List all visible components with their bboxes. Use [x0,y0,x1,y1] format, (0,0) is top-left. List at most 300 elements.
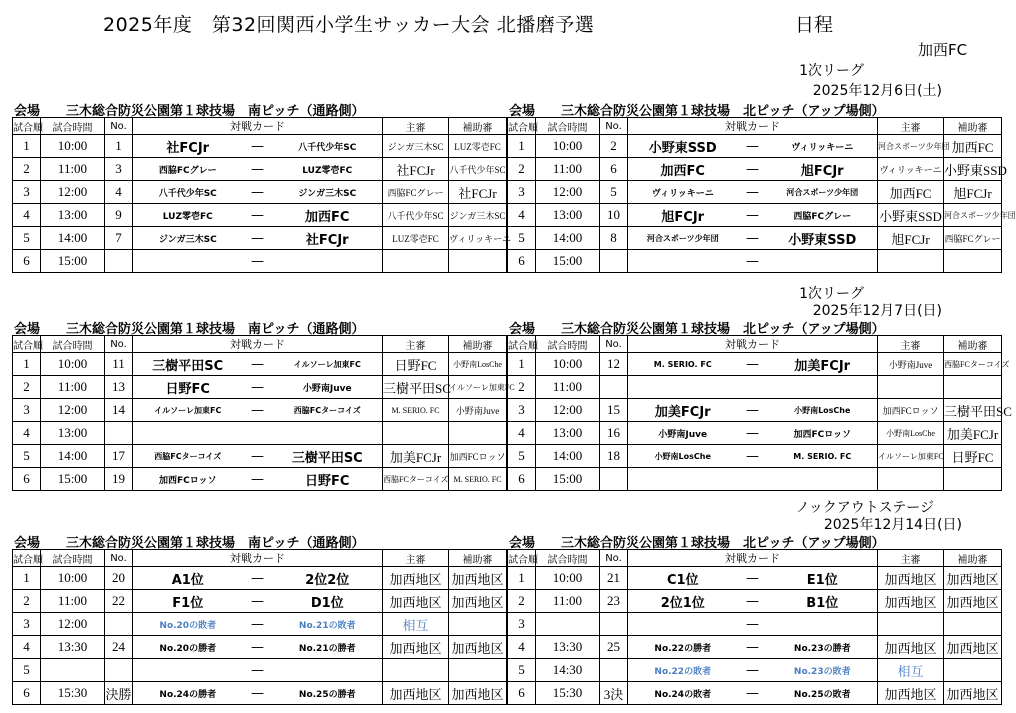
header-match-no: 試合順 [508,336,536,353]
home-team-cell: 八千代少年SC [133,181,243,204]
home-team-cell [628,376,738,399]
versus-dash: — [738,636,768,659]
match-order-cell: 1 [13,567,41,590]
match-number-cell [105,613,133,636]
versus-dash: — [738,250,768,273]
match-time-cell: 11:00 [41,590,105,613]
away-team-cell [768,250,878,273]
match-order-cell: 5 [508,659,536,682]
header-match-no: 試合順 [13,550,41,567]
table-row [508,422,1002,445]
referee-cell: 相互 [383,613,449,636]
match-number-cell: 決勝 [105,682,133,705]
match-number-cell: 3 [105,158,133,181]
round-label: ノックアウトステージ [795,500,934,516]
match-number-cell: 20 [105,567,133,590]
home-team-cell: 三樹平田SC [133,353,243,376]
assistant-referee-cell [944,613,1002,636]
schedule-table [507,335,1012,491]
assistant-referee-cell [944,250,1002,273]
versus-dash: — [738,567,768,590]
match-time-cell: 14:30 [536,659,600,682]
match-time-cell: 11:00 [536,376,600,399]
assistant-referee-cell: 加西地区 [449,682,507,705]
match-order-cell: 6 [13,250,41,273]
assistant-referee-cell: 三樹平田SC [944,399,1002,422]
versus-dash: — [243,181,273,204]
assistant-referee-cell [449,422,507,445]
table-header-row [13,336,507,353]
match-time-cell: 11:00 [536,158,600,181]
date-label: 2025年12月6日(土) [812,83,942,99]
versus-dash [738,468,768,491]
venue-label: 会場 三木総合防災公園第１球技場 南ピッチ（通路側） [14,104,365,119]
match-number-cell: 24 [105,636,133,659]
home-team-cell: No.20の勝者 [133,636,243,659]
versus-dash: — [243,135,273,158]
referee-cell: 小野東SSD [878,204,944,227]
match-order-cell: 1 [508,135,536,158]
versus-dash: — [738,613,768,636]
away-team-cell [273,659,383,682]
header-time: 試合時間 [536,118,600,135]
match-order-cell: 6 [13,682,41,705]
home-team-cell [628,613,738,636]
schedule-table [12,549,507,705]
table-row [508,250,1002,273]
match-order-cell: 4 [13,204,41,227]
match-number-cell [600,376,628,399]
header-referee: 主審 [878,336,944,353]
versus-dash: — [738,135,768,158]
home-team-cell [628,468,738,491]
away-team-cell: 日野FC [273,468,383,491]
referee-cell: 加西FC [878,181,944,204]
home-team-cell: 日野FC [133,376,243,399]
away-team-cell: No.21の敗者 [273,613,383,636]
match-time-cell: 14:00 [41,445,105,468]
round-label: 1次リーグ [799,63,864,79]
away-team-cell: 加美FCJr [768,353,878,376]
match-time-cell: 15:00 [536,250,600,273]
referee-cell: イルソーレ加東FC [878,445,944,468]
home-team-cell: 旭FCJr [628,204,738,227]
assistant-referee-cell: 社FCJr [449,181,507,204]
table-row [13,445,507,468]
match-number-cell: 23 [600,590,628,613]
referee-cell [383,250,449,273]
match-order-cell: 5 [508,445,536,468]
header-match-no: 試合順 [508,550,536,567]
versus-dash: — [243,376,273,399]
match-order-cell: 4 [13,422,41,445]
versus-dash [243,422,273,445]
away-team-cell [273,250,383,273]
match-number-cell: 17 [105,445,133,468]
away-team-cell [768,468,878,491]
match-time-cell: 10:00 [536,353,600,376]
match-order-cell: 2 [508,376,536,399]
referee-cell: 小野南LosChe [878,422,944,445]
table-row [508,353,1002,376]
header-referee: 主審 [383,118,449,135]
header-referee: 主審 [878,550,944,567]
table-row [13,636,507,659]
versus-dash: — [243,399,273,422]
match-time-cell: 12:00 [41,181,105,204]
assistant-referee-cell: 小野東SSD [944,158,1002,181]
match-order-cell: 3 [508,613,536,636]
table-row [508,468,1002,491]
match-number-cell: 12 [600,353,628,376]
match-number-cell: 21 [600,567,628,590]
referee-cell: 加西地区 [878,682,944,705]
venue-label: 会場 三木総合防災公園第１球技場 南ピッチ（通路側） [14,536,365,551]
assistant-referee-cell [449,250,507,273]
referee-cell: 旭FCJr [878,227,944,250]
match-order-cell: 3 [13,399,41,422]
referee-cell: 河合スポーツ少年団 [878,135,944,158]
match-order-cell: 5 [13,227,41,250]
match-time-cell: 13:00 [41,422,105,445]
match-time-cell: 13:30 [41,636,105,659]
table-row [13,250,507,273]
away-team-cell: 三樹平田SC [273,445,383,468]
table-row [13,567,507,590]
match-number-cell [105,659,133,682]
away-team-cell: 八千代少年SC [273,135,383,158]
match-number-cell: 5 [600,181,628,204]
match-time-cell: 13:30 [536,636,600,659]
home-team-cell: 加西FC [628,158,738,181]
header-no: No. [105,550,133,567]
match-number-cell: 9 [105,204,133,227]
table-row [13,376,507,399]
assistant-referee-cell: ジンガ三木SC [449,204,507,227]
away-team-cell: D1位 [273,590,383,613]
match-time-cell: 13:00 [536,204,600,227]
header-card: 対戦カード [133,118,383,135]
match-order-cell: 5 [508,227,536,250]
match-order-cell: 1 [13,353,41,376]
match-number-cell: 8 [600,227,628,250]
home-team-cell: ジンガ三木SC [133,227,243,250]
match-order-cell: 2 [13,158,41,181]
match-time-cell: 12:00 [41,613,105,636]
header-match-no: 試合順 [508,118,536,135]
match-time-cell: 10:00 [536,135,600,158]
match-order-cell: 1 [508,353,536,376]
match-time-cell: 13:00 [536,422,600,445]
versus-dash: — [738,399,768,422]
header-time: 試合時間 [536,336,600,353]
match-order-cell: 4 [508,636,536,659]
match-time-cell [41,659,105,682]
match-time-cell: 15:00 [536,468,600,491]
home-team-cell: No.24の敗者 [628,682,738,705]
assistant-referee-cell [944,376,1002,399]
match-time-cell: 15:00 [41,250,105,273]
assistant-referee-cell: 加西地区 [944,636,1002,659]
match-time-cell: 14:00 [41,227,105,250]
referee-cell: M. SERIO. FC [383,399,449,422]
header-no: No. [600,118,628,135]
home-team-cell: 河合スポーツ少年団 [628,227,738,250]
versus-dash: — [243,227,273,250]
versus-dash: — [243,204,273,227]
match-time-cell [536,613,600,636]
table-header-row [508,336,1002,353]
away-team-cell: 加西FCロッソ [768,422,878,445]
referee-cell: 加美FCJr [383,445,449,468]
assistant-referee-cell: 八千代少年SC [449,158,507,181]
header-card: 対戦カード [628,118,878,135]
versus-dash: — [243,636,273,659]
table-row [13,204,507,227]
header-assistant: 補助審 [449,550,507,567]
away-team-cell [768,376,878,399]
match-order-cell: 6 [13,468,41,491]
match-order-cell: 4 [508,204,536,227]
match-time-cell: 15:00 [41,468,105,491]
away-team-cell: ヴィリッキーニ [768,135,878,158]
venue-label: 会場 三木総合防災公園第１球技場 北ピッチ（アップ場側） [509,104,885,119]
table-row [13,682,507,705]
match-number-cell: 11 [105,353,133,376]
schedule-table [12,117,512,273]
home-team-cell: M. SERIO. FC [628,353,738,376]
home-team-cell: LUZ零壱FC [133,204,243,227]
table-row [13,659,507,682]
match-order-cell: 3 [508,181,536,204]
referee-cell: 加西地区 [383,682,449,705]
away-team-cell: 小野南LosChe [768,399,878,422]
versus-dash: — [243,682,273,705]
away-team-cell: No.21の勝者 [273,636,383,659]
assistant-referee-cell: 加西FC [944,135,1002,158]
away-team-cell: No.23の勝者 [768,636,878,659]
versus-dash: — [243,353,273,376]
header-no: No. [600,336,628,353]
match-order-cell: 1 [508,567,536,590]
referee-cell: 西脇FCグレー [383,181,449,204]
assistant-referee-cell: M. SERIO. FC [449,468,507,491]
header-assistant: 補助審 [449,336,507,353]
schedule-table [507,549,1002,705]
referee-cell [878,376,944,399]
assistant-referee-cell: 加西地区 [944,682,1002,705]
versus-dash: — [738,353,768,376]
away-team-cell: 2位2位 [273,567,383,590]
table-header-row [13,550,507,567]
table-header-row [508,118,1002,135]
table-row [508,227,1002,250]
match-order-cell: 6 [508,468,536,491]
match-order-cell: 6 [508,250,536,273]
header-assistant: 補助審 [944,550,1002,567]
match-time-cell: 11:00 [536,590,600,613]
table-row [508,567,1002,590]
referee-cell: 加西地区 [383,590,449,613]
away-team-cell: 小野南Juve [273,376,383,399]
home-team-cell [133,422,243,445]
home-team-cell: C1位 [628,567,738,590]
referee-cell: 相互 [878,659,944,682]
match-number-cell: 1 [105,135,133,158]
table-row [508,636,1002,659]
match-number-cell: 2 [600,135,628,158]
versus-dash: — [738,590,768,613]
match-time-cell: 10:00 [536,567,600,590]
referee-cell: 八千代少年SC [383,204,449,227]
match-time-cell: 10:00 [41,567,105,590]
referee-cell: 小野南Juve [878,353,944,376]
table-row [508,659,1002,682]
referee-cell: 社FCJr [383,158,449,181]
versus-dash: — [243,468,273,491]
match-time-cell: 11:00 [41,158,105,181]
match-time-cell: 12:00 [41,399,105,422]
home-team-cell: No.20の敗者 [133,613,243,636]
versus-dash: — [243,158,273,181]
table-row [508,135,1002,158]
match-time-cell: 11:00 [41,376,105,399]
match-number-cell [105,422,133,445]
assistant-referee-cell: 加西地区 [944,590,1002,613]
referee-cell [878,250,944,273]
header-match-no: 試合順 [13,118,41,135]
table-row [508,181,1002,204]
assistant-referee-cell [449,613,507,636]
date-label: 2025年12月7日(日) [812,303,942,319]
match-number-cell: 7 [105,227,133,250]
match-time-cell: 12:00 [536,399,600,422]
referee-cell: 加西地区 [383,567,449,590]
away-team-cell: B1位 [768,590,878,613]
referee-cell [878,613,944,636]
home-team-cell [628,250,738,273]
match-number-cell [600,468,628,491]
match-number-cell [600,659,628,682]
assistant-referee-cell: 小野南LosChe [449,353,507,376]
home-team-cell: No.22の敗者 [628,659,738,682]
away-team-cell: No.25の勝者 [273,682,383,705]
match-order-cell: 2 [508,158,536,181]
assistant-referee-cell: 河合スポーツ少年団 [944,204,1002,227]
versus-dash: — [738,181,768,204]
table-row [508,158,1002,181]
home-team-cell: 西脇FCターコイズ [133,445,243,468]
assistant-referee-cell [944,468,1002,491]
referee-cell [878,468,944,491]
table-row [13,227,507,250]
versus-dash: — [738,158,768,181]
assistant-referee-cell: ヴィリッキーニ [449,227,507,250]
table-row [13,181,507,204]
table-row [13,422,507,445]
away-team-cell: 社FCJr [273,227,383,250]
match-number-cell: 3決 [600,682,628,705]
match-number-cell: 16 [600,422,628,445]
table-row [13,158,507,181]
home-team-cell: F1位 [133,590,243,613]
assistant-referee-cell: 西脇FCターコイズ [944,353,1002,376]
header-match-no: 試合順 [13,336,41,353]
assistant-referee-cell [449,659,507,682]
table-row [508,590,1002,613]
date-label: 2025年12月14日(日) [823,517,962,533]
home-team-cell: 加西FCロッソ [133,468,243,491]
versus-dash [738,376,768,399]
match-number-cell: 25 [600,636,628,659]
match-time-cell: 12:00 [536,181,600,204]
table-row [13,468,507,491]
match-number-cell: 4 [105,181,133,204]
table-header-row [13,118,507,135]
match-order-cell: 1 [13,135,41,158]
header-card: 対戦カード [133,336,383,353]
away-team-cell: 加西FC [273,204,383,227]
home-team-cell: No.24の勝者 [133,682,243,705]
versus-dash: — [243,590,273,613]
referee-cell: 加西FCロッソ [878,399,944,422]
table-row [508,399,1002,422]
match-time-cell: 10:00 [41,353,105,376]
versus-dash: — [243,659,273,682]
referee-cell: 加西地区 [878,636,944,659]
header-assistant: 補助審 [449,118,507,135]
venue-label: 会場 三木総合防災公園第１球技場 南ピッチ（通路側） [14,322,365,337]
referee-cell [383,659,449,682]
match-number-cell: 6 [600,158,628,181]
venue-label: 会場 三木総合防災公園第１球技場 北ピッチ（アップ場側） [509,536,885,551]
match-number-cell [600,250,628,273]
header-referee: 主審 [383,336,449,353]
home-team-cell: 加美FCJr [628,399,738,422]
assistant-referee-cell: 加西地区 [449,567,507,590]
versus-dash: — [738,204,768,227]
versus-dash: — [738,227,768,250]
match-time-cell: 15:30 [41,682,105,705]
header-assistant: 補助審 [944,336,1002,353]
away-team-cell: ジンガ三木SC [273,181,383,204]
referee-cell: LUZ零壱FC [383,227,449,250]
referee-cell [383,422,449,445]
home-team-cell: 西脇FCグレー [133,158,243,181]
assistant-referee-cell: 西脇FCグレー [944,227,1002,250]
venue-label: 会場 三木総合防災公園第１球技場 北ピッチ（アップ場側） [509,322,885,337]
match-order-cell: 5 [13,445,41,468]
assistant-referee-cell: LUZ零壱FC [449,135,507,158]
away-team-cell [768,613,878,636]
away-team-cell: E1位 [768,567,878,590]
header-time: 試合時間 [536,550,600,567]
match-order-cell: 4 [13,636,41,659]
table-row [13,353,507,376]
referee-cell: 加西地区 [878,590,944,613]
page-title: 2025年度 第32回関西小学生サッカー大会 北播磨予選 [103,14,595,36]
away-team-cell: 西脇FCターコイズ [273,399,383,422]
assistant-referee-cell: 小野南Juve [449,399,507,422]
table-row [13,399,507,422]
assistant-referee-cell: 日野FC [944,445,1002,468]
referee-cell: 日野FC [383,353,449,376]
match-number-cell: 13 [105,376,133,399]
assistant-referee-cell: 加西FCロッソ [449,445,507,468]
home-team-cell: No.22の勝者 [628,636,738,659]
home-team-cell [133,250,243,273]
header-no: No. [105,118,133,135]
